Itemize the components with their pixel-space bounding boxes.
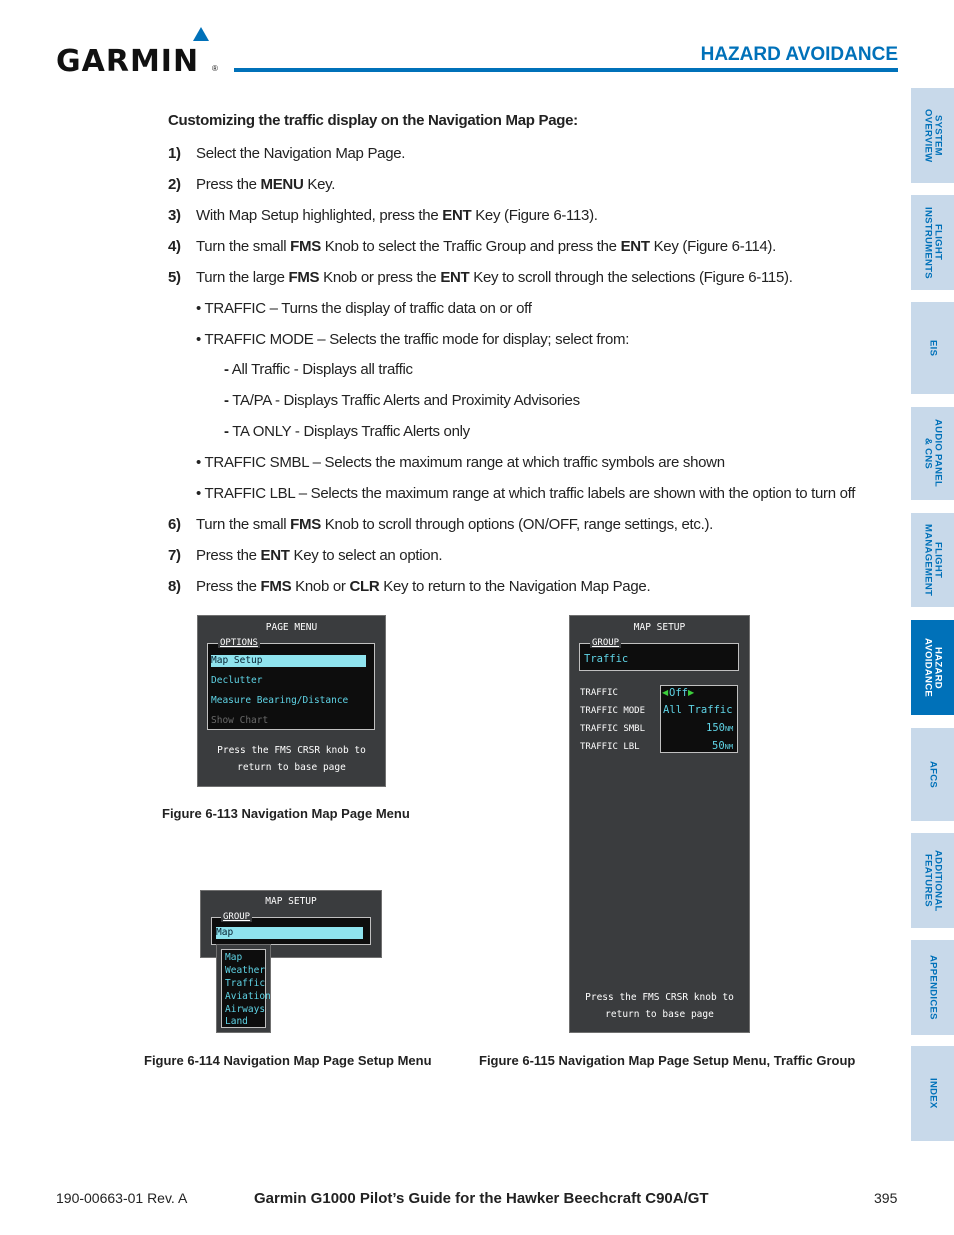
traffic-values-box <box>660 685 738 753</box>
group-option-weather[interactable]: Weather <box>225 965 266 976</box>
figure-114-caption: Figure 6-114 Navigation Map Page Setup Menu <box>144 1053 432 1068</box>
footer-doc-number: 190-00663-01 Rev. A <box>56 1190 188 1206</box>
page-menu-title: PAGE MENU <box>265 622 318 633</box>
tab-hazard-avoidance[interactable]: HAZARD AVOIDANCE <box>911 620 954 715</box>
arrow-right-icon: ▶ <box>688 688 695 697</box>
section-title: HAZARD AVOIDANCE <box>700 44 898 65</box>
step-7: 7) Press the ENT Key to select an option. <box>168 547 443 564</box>
menu-item-map-setup[interactable]: Map Setup <box>211 655 366 667</box>
header-rule <box>234 68 898 72</box>
figure-115-caption: Figure 6-115 Navigation Map Page Setup Menu, Traffic Group <box>479 1053 856 1068</box>
value-traffic-mode[interactable]: All Traffic <box>663 704 733 716</box>
figure-113-caption: Figure 6-113 Navigation Map Page Menu <box>162 806 410 821</box>
menu-item-show-chart: Show Chart <box>211 715 269 726</box>
garmin-logo: GARMIN <box>56 44 200 79</box>
traffic-group-label: GROUP <box>592 638 620 648</box>
options-group-box <box>207 638 375 730</box>
tab-eis[interactable]: EIS <box>911 302 954 394</box>
group-dropdown-list <box>216 944 271 1033</box>
tab-flight-instruments[interactable]: FLIGHT INSTRUMENTS <box>911 195 954 290</box>
group-option-traffic[interactable]: Traffic <box>225 978 266 989</box>
value-traffic-lbl[interactable]: 50NM <box>712 740 734 752</box>
traffic-group-value[interactable]: Traffic <box>584 653 629 665</box>
map-setup-title: MAP SETUP <box>265 896 317 907</box>
map-setup-traffic-title: MAP SETUP <box>633 622 686 633</box>
value-traffic-smbl[interactable]: 150NM <box>706 722 734 734</box>
bullet-traffic: • TRAFFIC – Turns the display of traffic data on or off <box>196 300 532 317</box>
arrow-left-icon: ◀ <box>662 688 669 697</box>
menu-item-measure-bearing[interactable]: Measure Bearing/Distance <box>211 695 349 706</box>
figure-113-page-menu <box>197 615 386 787</box>
step-6: 6) Turn the small FMS Knob to scroll through options (ON/OFF, range settings, etc.). <box>168 516 714 533</box>
step-5: 5) Turn the large FMS Knob or press the ENT Key to scroll through the selections (Figure 6-115). <box>168 269 793 286</box>
mode-option-all: - All Traffic - Displays all traffic <box>224 361 413 378</box>
step-4: 4) Turn the small FMS Knob to select the Traffic Group and press the ENT Key (Figure 6-114). <box>168 238 776 255</box>
group-option-airways[interactable]: Airways <box>225 1004 266 1015</box>
footer-guide-title: Garmin G1000 Pilot’s Guide for the Hawker Beechcraft C90A/GT <box>254 1190 709 1207</box>
map-setup-hint-1: Press the FMS CRSR knob to <box>585 992 734 1003</box>
tab-appendices[interactable]: APPENDICES <box>911 940 954 1035</box>
group-dropdown-box <box>221 949 271 1028</box>
group-option-aviation[interactable]: Aviation <box>225 991 271 1002</box>
row-label-traffic-smbl: TRAFFIC SMBL <box>580 724 646 734</box>
menu-item-declutter[interactable]: Declutter <box>211 675 263 686</box>
row-label-traffic-mode: TRAFFIC MODE <box>580 706 646 716</box>
tab-afcs[interactable]: AFCS <box>911 728 954 821</box>
garmin-logo-triangle-icon <box>193 27 209 41</box>
group-option-map[interactable]: Map <box>225 952 243 963</box>
figure-115-map-setup-traffic <box>569 615 750 1033</box>
mode-option-tapa: - TA/PA - Displays Traffic Alerts and Proximity Advisories <box>224 392 580 409</box>
bullet-traffic-lbl: • TRAFFIC LBL – Selects the maximum range at which traffic labels are shown with the option to turn off <box>196 485 856 502</box>
registered-mark: ® <box>212 64 218 73</box>
tab-index[interactable]: INDEX <box>911 1046 954 1141</box>
group-label: GROUP <box>223 912 251 922</box>
tab-audio-panel[interactable]: AUDIO PANEL & CNS <box>911 407 954 500</box>
procedure-heading: Customizing the traffic display on the Navigation Map Page: <box>168 112 578 129</box>
row-label-traffic: TRAFFIC <box>580 688 618 698</box>
footer-page-number: 395 <box>874 1190 898 1206</box>
tab-additional-features[interactable]: ADDITIONAL FEATURES <box>911 833 954 928</box>
traffic-group-box <box>579 638 739 671</box>
mode-option-taonly: - TA ONLY - Displays Traffic Alerts only <box>224 423 470 440</box>
page-menu-hint-2: return to base page <box>237 762 346 773</box>
group-option-land[interactable]: Land <box>225 1016 248 1027</box>
group-box <box>211 912 371 945</box>
step-2: 2) Press the MENU Key. <box>168 176 336 193</box>
bullet-traffic-smbl: • TRAFFIC SMBL – Selects the maximum range at which traffic symbols are shown <box>196 454 725 471</box>
map-setup-hint-2: return to base page <box>605 1009 714 1020</box>
step-8: 8) Press the FMS Knob or CLR Key to return to the Navigation Map Page. <box>168 578 651 595</box>
page-menu-hint-1: Press the FMS CRSR knob to <box>217 745 366 756</box>
step-3: 3) With Map Setup highlighted, press the ENT Key (Figure 6-113). <box>168 207 598 224</box>
group-select-value[interactable]: Map <box>216 927 363 939</box>
row-label-traffic-lbl: TRAFFIC LBL <box>580 742 640 752</box>
value-traffic[interactable]: Off <box>669 687 688 699</box>
step-1: 1) Select the Navigation Map Page. <box>168 145 406 162</box>
bullet-traffic-mode: • TRAFFIC MODE – Selects the traffic mode for display; select from: <box>196 331 630 348</box>
options-group-label: OPTIONS <box>220 638 258 648</box>
tab-flight-management[interactable]: FLIGHT MANAGEMENT <box>911 513 954 607</box>
tab-system-overview[interactable]: SYSTEM OVERVIEW <box>911 88 954 183</box>
